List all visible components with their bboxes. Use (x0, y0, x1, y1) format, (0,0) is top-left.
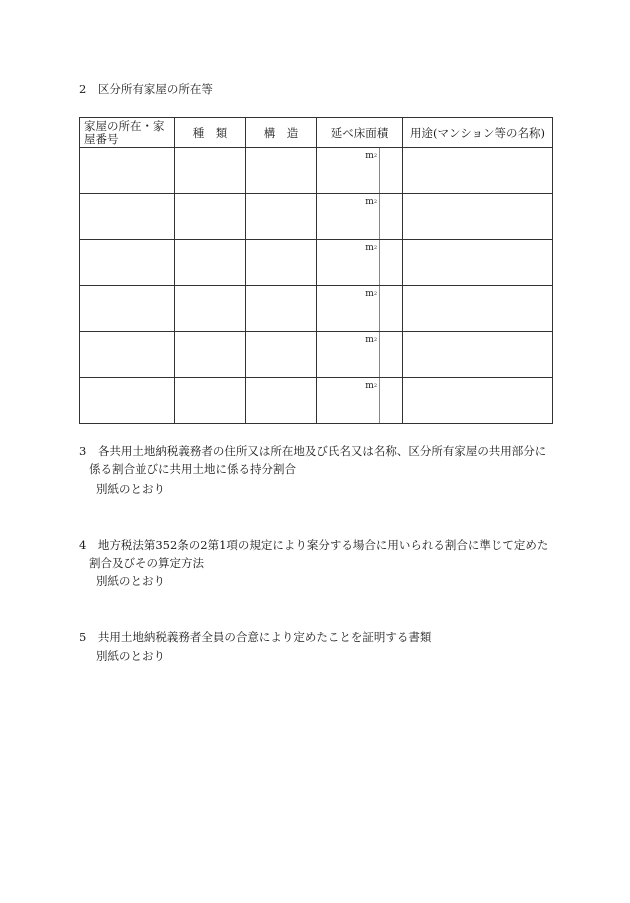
section-3-line1: 3 各共用土地納税義務者の住所又は所在地及び氏名又は名称、区分所有家屋の共用部分に (79, 444, 547, 458)
header-location-line2: 屋番号 (84, 131, 119, 146)
table-row (80, 148, 553, 194)
location-cell[interactable] (80, 286, 175, 332)
structure-cell[interactable] (246, 148, 317, 194)
area-unit-label (365, 197, 377, 207)
location-cell[interactable] (80, 378, 175, 424)
area-unit-exponent: 2 (373, 199, 377, 205)
area-unit-exponent: 2 (373, 337, 377, 343)
section-4-line2: 割合及びその算定方法 (89, 556, 204, 570)
area-unit-base: m (365, 197, 374, 207)
structure-cell[interactable] (246, 286, 317, 332)
kind-cell[interactable] (175, 240, 246, 286)
area-unit-base: m (365, 381, 374, 391)
structure-cell[interactable] (246, 378, 317, 424)
section-2-title: 2 区分所有家屋の所在等 (79, 82, 213, 96)
section-5-note: 別紙のとおり (96, 649, 165, 663)
kind-cell[interactable] (175, 194, 246, 240)
area-unit-base: m (365, 289, 374, 299)
table-row (80, 240, 553, 286)
header-kind: 種 類 (175, 118, 246, 148)
area-unit-label (365, 151, 377, 161)
structure-cell[interactable] (246, 240, 317, 286)
table-row (80, 332, 553, 378)
header-floor-area: 延べ床面積 (317, 118, 403, 148)
floor-area-fraction-cell[interactable] (379, 148, 402, 193)
table-row (80, 378, 553, 424)
kind-cell[interactable] (175, 332, 246, 378)
usage-cell[interactable] (403, 286, 553, 332)
area-unit-label (365, 289, 377, 299)
house-table (79, 117, 553, 424)
area-unit-base: m (365, 151, 374, 161)
section-3-note: 別紙のとおり (96, 482, 165, 496)
header-structure: 構 造 (246, 118, 317, 148)
floor-area-cell[interactable] (317, 378, 403, 424)
usage-cell[interactable] (403, 332, 553, 378)
location-cell[interactable] (80, 148, 175, 194)
location-cell[interactable] (80, 240, 175, 286)
location-cell[interactable] (80, 332, 175, 378)
floor-area-cell[interactable] (317, 240, 403, 286)
structure-cell[interactable] (246, 332, 317, 378)
area-unit-label (365, 243, 377, 253)
area-unit-exponent: 2 (373, 153, 377, 159)
floor-area-cell[interactable] (317, 332, 403, 378)
area-unit-exponent: 2 (373, 291, 377, 297)
usage-cell[interactable] (403, 194, 553, 240)
table-header-row (80, 118, 553, 148)
section-5-line1: 5 共用土地納税義務者全員の合意により定めたことを証明する書類 (79, 630, 432, 644)
area-unit-base: m (365, 335, 374, 345)
floor-area-fraction-cell[interactable] (379, 332, 402, 377)
floor-area-fraction-cell[interactable] (379, 240, 402, 285)
structure-cell[interactable] (246, 194, 317, 240)
kind-cell[interactable] (175, 378, 246, 424)
area-unit-exponent: 2 (373, 245, 377, 251)
kind-cell[interactable] (175, 148, 246, 194)
table-row (80, 286, 553, 332)
floor-area-cell[interactable] (317, 148, 403, 194)
section-4-note: 別紙のとおり (96, 574, 165, 588)
usage-cell[interactable] (403, 240, 553, 286)
usage-cell[interactable] (403, 378, 553, 424)
usage-cell[interactable] (403, 148, 553, 194)
floor-area-fraction-cell[interactable] (379, 194, 402, 239)
kind-cell[interactable] (175, 286, 246, 332)
header-location (80, 118, 175, 148)
area-unit-base: m (365, 243, 374, 253)
floor-area-fraction-cell[interactable] (379, 286, 402, 331)
area-unit-label (365, 381, 377, 391)
table-row (80, 194, 553, 240)
floor-area-cell[interactable] (317, 286, 403, 332)
header-location-line1: 家屋の所在・家 (84, 118, 165, 133)
section-4-line1: 4 地方税法第352条の2第1項の規定により案分する場合に用いられる割合に準じて定めた (79, 538, 549, 552)
header-usage: 用途(マンション等の名称) (403, 118, 553, 148)
floor-area-cell[interactable] (317, 194, 403, 240)
section-3-line2: 係る割合並びに共用土地に係る持分割合 (89, 462, 296, 476)
floor-area-fraction-cell[interactable] (379, 378, 402, 423)
area-unit-label (365, 335, 377, 345)
area-unit-exponent: 2 (373, 383, 377, 389)
location-cell[interactable] (80, 194, 175, 240)
